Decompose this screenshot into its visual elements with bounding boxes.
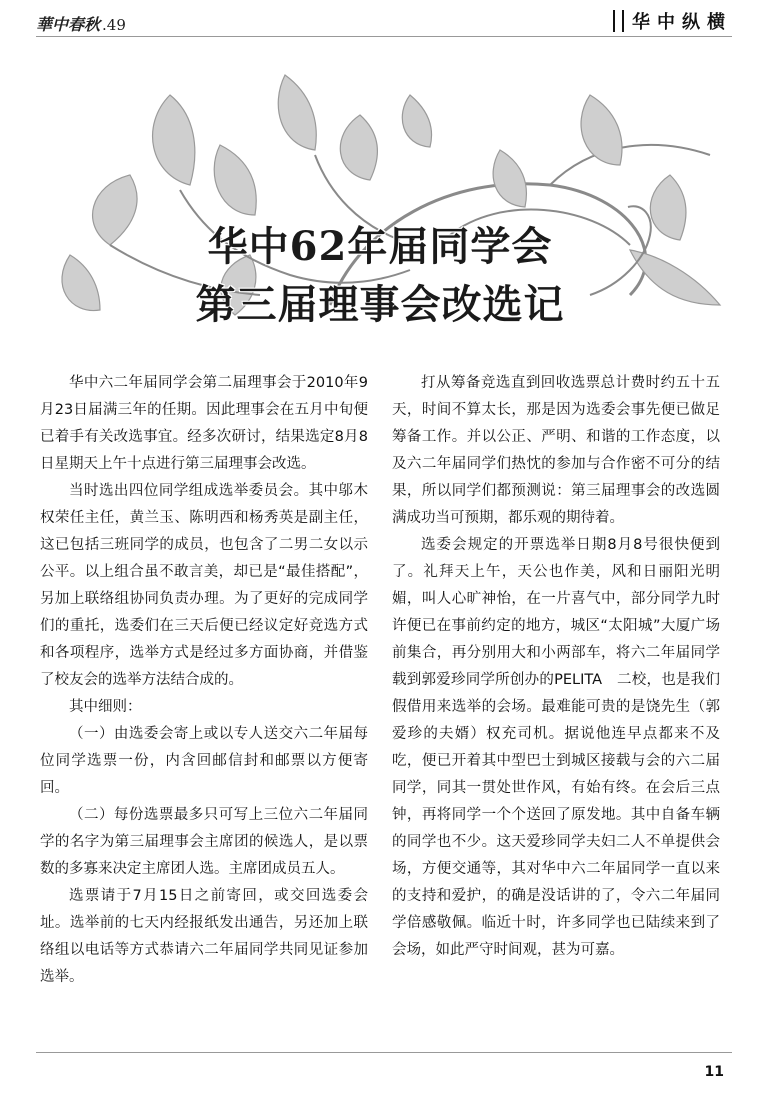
issue-number: .49 (102, 16, 126, 34)
article-title (0, 218, 760, 334)
paragraph: 选委会规定的开票选举日期8月8号很快便到了。礼拜天上午，天公也作美，风和日丽阳光明媚，叫人心旷神怡，在一片喜气中，部分同学九时许便已在事前约定的地方，城区“太阳城”大厦广场前集合，再分别用大和小两部车，将六二年届同学载到郭爱珍同学所创办的PELITA 二校，也是我们假借用来选举的会场。最难能可贵的是饶先生（郭爱珍的夫婿）权充司机。据说他连早点都来不及吃，便已开着其中型巴士到城区接载与会的六二届同学，同其一贯处世作风，有始有终。在会后三点钟，再将同学一个个送回了原发地。其中自备车辆的同学也不少。这天爱珍同学夫妇二人不单提供会场，方便交通等，其对华中六二年届同学一直以来的支持和爱护，的确是没话讲的了，令六二年届同学倍感敬佩。临近十时，许多同学也已陆续来到了会场，如此严守时间观，甚为可嘉。 (392, 537, 720, 958)
paragraph: 华中六二年届同学会第二届理事会于2010年9月23日届满三年的任期。因此理事会在五月中旬便已着手有关改选事宜。经多次研讨，结果选定8月8日星期天上午十点进行第三届理事会改选。 (40, 375, 368, 472)
magazine-name-text: 華中春秋 (36, 15, 101, 34)
title-line-1: 华中62年届同学会 (207, 223, 553, 270)
section-bars-icon (613, 10, 624, 32)
paragraph: （二）每份选票最多只可写上三位六二年届同学的名字为第三届理事会主席团的候选人，是以票数的多寡来决定主席团人选。主席团成员五人。 (40, 807, 368, 877)
right-column (392, 370, 720, 991)
paragraph: 当时选出四位同学组成选举委员会。其中邬木权荣任主任，黄兰玉、陈明西和杨秀英是副主任，这已包括三班同学的成员，也包含了二男二女以示公平。以上组合虽不敢言美，却已是“最佳搭配”，另加上联络组协同负责办理。为了更好的完成同学们的重托，选委们在三天后便已经议定好竞选方式和各项程序，选举方式是经过多方面协商，并借鉴了校友会的选举方法结合成的。 (40, 483, 368, 688)
paragraph: 选票请于7月15日之前寄回，或交回选委会址。选举前的七天内经报纸发出通告，另还加上联络组以电话等方式恭请六二年届同学共同见证参加选举。 (40, 888, 368, 985)
title-line-2: 第三届理事会改选记 (195, 281, 565, 328)
paragraph: （一）由选委会寄上或以专人送交六二年届每位同学选票一份，内含回邮信封和邮票以方便寄回。 (40, 726, 368, 796)
article-body (40, 370, 720, 991)
paragraph: 打从筹备竞选直到回收选票总计费时约五十五天，时间不算太长，那是因为选委会事先便已做足筹备工作。并以公正、严明、和谐的工作态度，以及六二年届同学们热忱的参加与合作密不可分的结果，所以同学们都预测说：第三届理事会的改选圆满成功当可预期，都乐观的期待着。 (392, 375, 720, 526)
footer-divider (36, 1052, 732, 1053)
section-label-text: 华中纵横 (632, 12, 732, 33)
header-divider (36, 36, 732, 37)
page-number: 11 (704, 1064, 724, 1080)
section-label (613, 8, 732, 34)
left-column (40, 370, 368, 991)
paragraph: 其中细则： (69, 699, 142, 715)
magazine-name (36, 12, 126, 35)
